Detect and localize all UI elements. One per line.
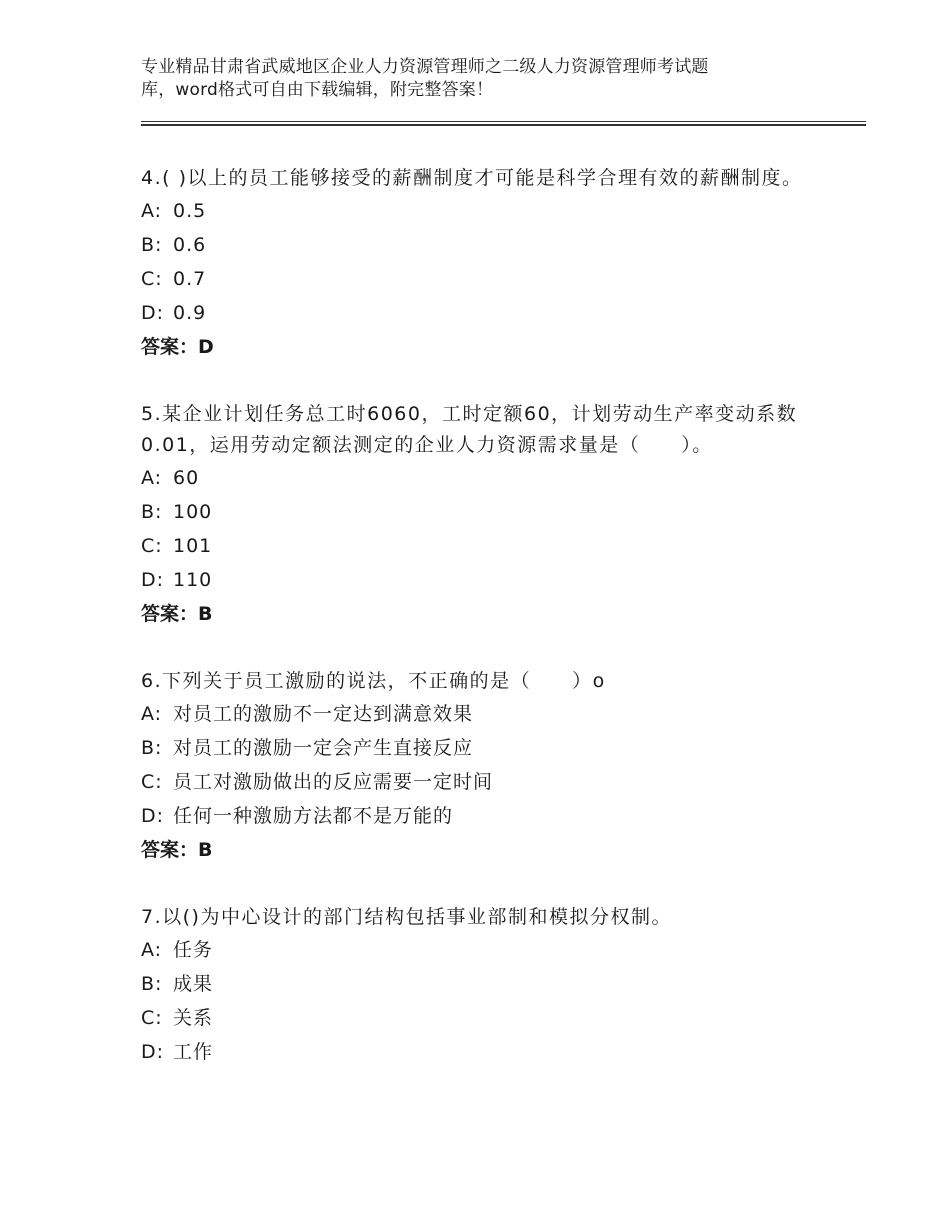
option-letter: B:	[141, 737, 163, 759]
option-b	[141, 228, 821, 262]
option-letter: A:	[141, 467, 163, 489]
answer-line: 答案：B	[141, 839, 213, 861]
option-text: 成果	[173, 973, 214, 995]
option-text: 60	[173, 467, 200, 489]
option-letter: B:	[141, 234, 163, 256]
option-text: 0.5	[173, 200, 207, 222]
option-letter: C:	[141, 268, 163, 290]
option-letter: A:	[141, 703, 163, 725]
option-letter: C:	[141, 535, 163, 557]
header-title-line-1: 专业精品甘肃省武威地区企业人力资源管理师之二级人力资源管理师考试题	[141, 57, 709, 77]
option-d	[141, 799, 821, 833]
option-letter: C:	[141, 1007, 163, 1029]
option-d	[141, 1035, 821, 1069]
option-text: 对员工的激励一定会产生直接反应	[173, 737, 474, 759]
question-stem: 5.某企业计划任务总工时6060，工时定额60，计划劳动生产率变动系数0.01，运用劳动定额法测定的企业人力资源需求量是（ ）。	[141, 403, 798, 456]
option-text: 任何一种激励方法都不是万能的	[173, 805, 454, 827]
option-c	[141, 765, 821, 799]
question-list	[141, 163, 821, 1104]
question-stem: 7.以()为中心设计的部门结构包括事业部制和模拟分权制。	[141, 906, 672, 928]
option-letter: A:	[141, 200, 163, 222]
option-a	[141, 933, 821, 967]
question-7	[141, 902, 821, 1069]
option-letter: C:	[141, 771, 163, 793]
option-d	[141, 296, 821, 330]
header-title-line-2: 库，word格式可自由下载编辑，附完整答案！	[141, 80, 494, 100]
option-a	[141, 461, 821, 495]
option-text: 员工对激励做出的反应需要一定时间	[173, 771, 494, 793]
option-text: 0.7	[173, 268, 207, 290]
question-stem: 6.下列关于员工激励的说法，不正确的是（ ）o	[141, 670, 606, 692]
question-stem: 4.( )以上的员工能够接受的薪酬制度才可能是科学合理有效的薪酬制度。	[141, 167, 803, 189]
answer-line: 答案：B	[141, 603, 213, 625]
answer-line: 答案：D	[141, 336, 214, 358]
option-a	[141, 194, 821, 228]
option-text: 100	[173, 501, 213, 523]
option-b	[141, 495, 821, 529]
question-6	[141, 666, 821, 867]
option-text: 0.9	[173, 302, 207, 324]
document-header	[141, 56, 841, 102]
option-text: 101	[173, 535, 213, 557]
option-c	[141, 529, 821, 563]
option-letter: B:	[141, 973, 163, 995]
option-letter: D:	[141, 805, 165, 827]
option-a	[141, 697, 821, 731]
option-letter: A:	[141, 939, 163, 961]
question-5	[141, 399, 821, 631]
option-text: 关系	[173, 1007, 214, 1029]
option-text: 对员工的激励不一定达到满意效果	[173, 703, 474, 725]
option-b	[141, 731, 821, 765]
option-text: 任务	[173, 939, 214, 961]
option-text: 0.6	[173, 234, 207, 256]
option-b	[141, 967, 821, 1001]
option-c	[141, 262, 821, 296]
option-letter: D:	[141, 1041, 165, 1063]
option-letter: D:	[141, 302, 165, 324]
option-letter: D:	[141, 569, 165, 591]
option-d	[141, 563, 821, 597]
option-letter: B:	[141, 501, 163, 523]
option-text: 工作	[173, 1041, 214, 1063]
header-divider	[141, 121, 866, 126]
question-4	[141, 163, 821, 364]
option-text: 110	[173, 569, 213, 591]
option-c	[141, 1001, 821, 1035]
